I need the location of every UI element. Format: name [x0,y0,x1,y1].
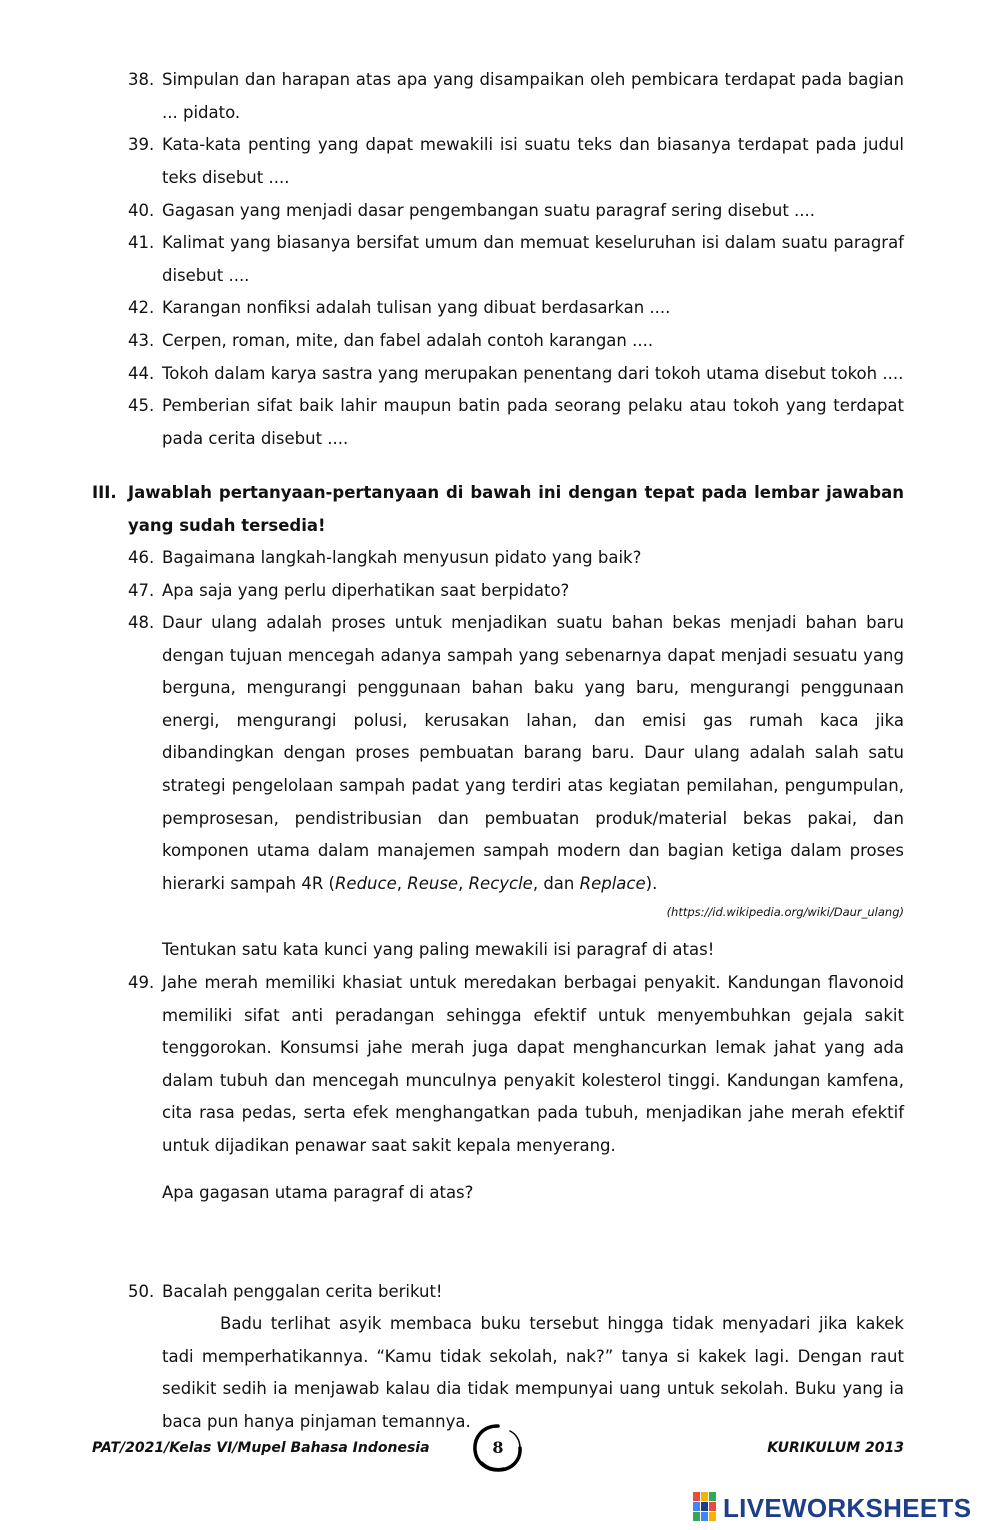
separator: , [396,873,408,893]
page-number: 8 [492,1438,504,1457]
question-number: 43. [128,331,155,350]
question-38 [120,64,904,129]
question-47 [120,575,904,608]
question-number: 38. [128,70,155,89]
page-number-badge [470,1422,526,1474]
question-text: Kata-kata penting yang dapat mewakili isi suatu teks dan biasanya terdapat pada judul teks disebut .... [162,135,904,187]
question-45 [120,390,904,455]
story-excerpt: Badu terlihat asyik membaca buku tersebut hingga tidak menyadari jika kakek tadi memperhatikannya. “Kamu tidak sekolah, nak?” tanya si kakek lagi. Dengan raut sedikit sedih ia menjawab kalau dia tidak mempunyai uang untuk sekolah. Buku yang ia baca pun hanya pinjaman temannya. [162,1314,904,1431]
question-number: 39. [128,135,155,154]
question-49-prompt: Apa gagasan utama paragraf di atas? [162,1183,474,1202]
source-citation: (https://id.wikipedia.org/wiki/Daur_ulang) [666,905,904,919]
term-reduce: Reduce [334,873,397,893]
passage-paragraph [162,607,904,900]
question-46 [120,542,904,575]
question-50 [120,1276,904,1309]
question-39 [120,129,904,194]
section-instruction: Jawablah pertanyaan-pertanyaan di bawah ini dengan tepat pada lembar jawaban yang sudah tersedia! [128,483,904,535]
question-text: Apa saja yang perlu diperhatikan saat berpidato? [162,581,570,600]
footer-right: KURIKULUM 2013 [767,1440,904,1456]
question-number: 49. [128,973,155,992]
question-text: Cerpen, roman, mite, dan fabel adalah contoh karangan .... [162,331,654,350]
term-replace: Replace [579,873,646,893]
section-number: III. [92,483,117,502]
question-text: Bacalah penggalan cerita berikut! [162,1282,443,1301]
question-number: 47. [128,581,155,600]
term-recycle: Recycle [468,873,533,893]
question-text: Pemberian sifat baik lahir maupun batin pada seorang pelaku atau tokoh yang terdapat pada cerita disebut .... [162,396,904,448]
separator: , dan [532,873,580,893]
brand-name: LIVEWORKSHEETS [723,1493,972,1523]
question-number: 46. [128,548,155,567]
question-text: Kalimat yang biasanya bersifat umum dan memuat keseluruhan isi dalam suatu paragraf disebut .... [162,233,904,285]
question-42 [120,292,904,325]
question-number: 50. [128,1282,155,1301]
question-text: Simpulan dan harapan atas apa yang disampaikan oleh pembicara terdapat pada bagian ... pidato. [162,70,904,122]
separator: , [458,873,469,893]
question-text: Karangan nonfiksi adalah tulisan yang dibuat berdasarkan .... [162,298,671,317]
question-number: 42. [128,298,155,317]
question-number: 40. [128,201,155,220]
question-48 [120,607,904,900]
liveworksheets-icon [693,1492,717,1522]
question-number: 48. [128,613,155,632]
footer-left: PAT/2021/Kelas VI/Mupel Bahasa Indonesia [92,1440,430,1456]
question-48-prompt: Tentukan satu kata kunci yang paling mewakili isi paragraf di atas! [162,940,715,959]
question-number: 41. [128,233,155,252]
term-reuse: Reuse [407,873,459,893]
question-text: Gagasan yang menjadi dasar pengembangan suatu paragraf sering disebut .... [162,201,816,220]
question-number: 44. [128,364,155,383]
question-text: Tokoh dalam karya sastra yang merupakan penentang dari tokoh utama disebut tokoh .... [162,364,904,383]
question-44 [120,358,904,391]
question-number: 45. [128,396,155,415]
section-heading [92,477,904,542]
question-text: Bagaimana langkah-langkah menyusun pidato yang baik? [162,548,642,567]
question-40 [120,195,904,228]
passage-paragraph: Jahe merah memiliki khasiat untuk meredakan berbagai penyakit. Kandungan flavonoid memiliki sifat anti peradangan sehingga efektif untuk menyembuhkan gejala sakit tenggorokan. Konsumsi jahe merah juga dapat menghancurkan lemak jahat yang ada dalam tubuh dan mencegah munculnya penyakit kolesterol tinggi. Kandungan kamfena, cita rasa pedas, serta efek menghangatkan pada tubuh, menjadikan jahe merah efektif untuk dijadikan penawar saat sakit kepala menyerang. [162,973,904,1155]
closing-punctuation: ). [645,873,658,893]
question-43 [120,325,904,358]
passage-text: Daur ulang adalah proses untuk menjadikan suatu bahan bekas menjadi bahan baru dengan tujuan mencegah adanya sampah yang sebenarnya dapat menjadi sesuatu yang berguna, mengurangi penggunaan bahan baku yang baru, mengurangi penggunaan energi, mengurangi polusi, kerusakan lahan, dan emisi gas rumah kaca jika dibandingkan dengan proses pembuatan barang baru. Daur ulang adalah salah satu strategi pengelolaan sampah padat yang terdiri atas kegiatan pemilahan, pengumpulan, pemprosesan, pendistribusian dan pembuatan produk/material bekas pakai, dan komponen utama dalam manajemen sampah modern dan bagian ketiga dalam proses hierarki sampah 4R ( [162,613,904,893]
question-41 [120,227,904,292]
question-49 [120,967,904,1163]
